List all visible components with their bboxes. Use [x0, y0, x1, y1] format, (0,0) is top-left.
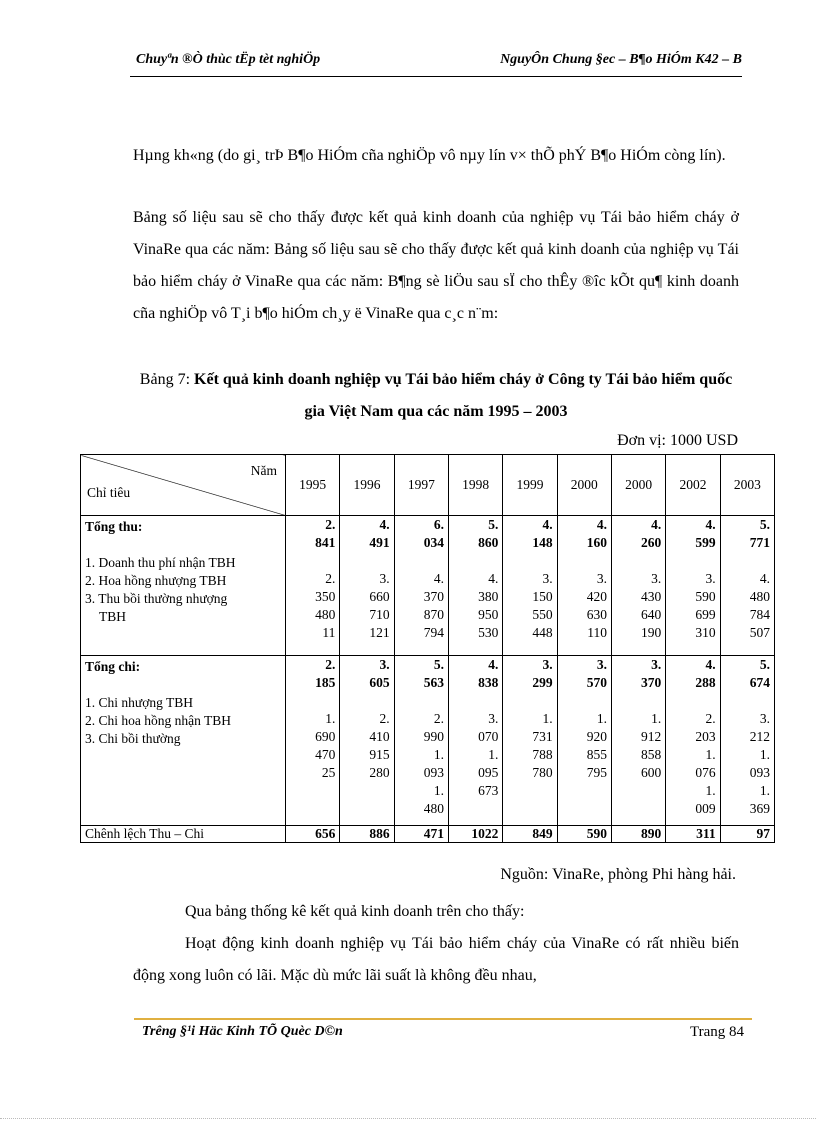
detail-value: 780 [532, 765, 553, 780]
detail-value: 310 [695, 625, 716, 640]
total-value-bottom: 570 [586, 675, 607, 690]
detail-value: 640 [641, 607, 662, 622]
source-note: Nguồn: VinaRe, phòng Phi hàng hải. [500, 866, 736, 883]
detail-value [507, 782, 552, 800]
corner-year-label: Năm [250, 463, 277, 478]
detail-value: 370 [423, 589, 444, 604]
total-value-bottom: 034 [423, 535, 444, 550]
revenue-col [448, 516, 502, 656]
corner-cell [81, 455, 286, 516]
total-value-top: 2. [325, 657, 336, 672]
detail-value [562, 782, 607, 800]
detail-value: 1. [651, 711, 662, 726]
detail-value [344, 782, 389, 800]
total-value-bottom: 370 [641, 675, 662, 690]
total-value-top: 4. [705, 517, 716, 532]
detail-value: 380 [478, 589, 499, 604]
year-header: 1996 [340, 455, 394, 516]
total-value-top: 5. [759, 517, 770, 532]
revenue-total-label: Tổng thu: [85, 519, 143, 534]
detail-value: 550 [532, 607, 553, 622]
total-value-bottom: 491 [369, 535, 390, 550]
detail-value: 794 [423, 625, 444, 640]
revenue-col [503, 516, 557, 656]
detail-value [453, 800, 498, 818]
detail-value [290, 800, 335, 818]
total-value-top: 4. [705, 657, 716, 672]
revenue-col [666, 516, 720, 656]
page-footer [134, 1024, 744, 1046]
header-left: Chuyªn ®Ò thùc tËp tèt nghiÖp [136, 52, 321, 67]
difference-value: 1022 [448, 826, 502, 843]
detail-value: 2. [433, 711, 444, 726]
revenue-item: 1. Doanh thu phí nhận TBH [85, 555, 236, 570]
expense-item: 1. Chi nhượng TBH [85, 695, 193, 710]
detail-value: 212 [749, 729, 770, 744]
total-value-top: 3. [379, 657, 390, 672]
detail-value: 788 [532, 747, 553, 762]
total-value-bottom: 860 [478, 535, 499, 550]
total-value-bottom: 599 [695, 535, 716, 550]
table-header-row [81, 455, 775, 516]
paragraph-4: Hoạt động kinh doanh nghiệp vụ Tái bảo hiểm cháy của VinaRe có rất nhiều biến động xong luôn có lãi. Mặc dù mức lãi suất là không đều nhau, [133, 935, 739, 984]
total-value-top: 2. [325, 517, 336, 532]
detail-value: 1. [705, 747, 716, 762]
detail-value: 093 [423, 765, 444, 780]
detail-value: 990 [423, 729, 444, 744]
detail-value: 4. [488, 571, 499, 586]
revenue-labels [81, 516, 286, 656]
detail-value: 784 [749, 607, 770, 622]
detail-value: 1. [325, 711, 336, 726]
year-header: 2003 [720, 455, 774, 516]
difference-value: 471 [394, 826, 448, 843]
detail-value: 150 [532, 589, 553, 604]
detail-value: 430 [641, 589, 662, 604]
detail-value [507, 800, 552, 818]
detail-value: 690 [315, 729, 336, 744]
detail-value: 2. [379, 711, 390, 726]
detail-value: 093 [749, 765, 770, 780]
page-bottom-edge [0, 1118, 816, 1119]
total-value-top: 5. [433, 657, 444, 672]
expense-block [81, 656, 775, 826]
expense-col [720, 656, 774, 826]
detail-value: 600 [641, 765, 662, 780]
total-value-bottom: 148 [532, 535, 553, 550]
expense-col [666, 656, 720, 826]
detail-value: 920 [586, 729, 607, 744]
year-header: 1995 [286, 455, 340, 516]
detail-value: 2. [325, 571, 336, 586]
detail-value: 3. [379, 571, 390, 586]
expense-col [557, 656, 611, 826]
total-value-top: 5. [488, 517, 499, 532]
detail-value: 731 [532, 729, 553, 744]
detail-value: 1. [488, 747, 499, 762]
page-header [130, 52, 742, 74]
total-value-top: 3. [651, 657, 662, 672]
detail-value: 3. [596, 571, 607, 586]
detail-value: 203 [695, 729, 716, 744]
difference-value: 849 [503, 826, 557, 843]
expense-col [394, 656, 448, 826]
detail-value [290, 782, 335, 800]
revenue-col [611, 516, 665, 656]
detail-value: 858 [641, 747, 662, 762]
total-value-bottom: 160 [586, 535, 607, 550]
header-divider [130, 76, 742, 77]
total-value-bottom: 563 [423, 675, 444, 690]
detail-value: 530 [478, 625, 499, 640]
total-value-top: 4. [379, 517, 390, 532]
detail-value: 2. [705, 711, 716, 726]
paragraph-2: Bảng số liệu sau sẽ cho thấy được kết quả kinh doanh của nghiệp vụ Tái bảo hiểm cháy ở VinaRe qua các năm: Bảng số liệu sau sẽ cho thấy được kết quả kinh doanh của nghiệp vụ Tái bảo hiểm cháy ở VinaRe qua các năm: B¶ng sè liÖu sau sÏ cho thÊy ®îc kÕt qu¶ kinh doanh cña nghiÖp vô T¸i b¶o hiÓm ch¸y ë VinaRe qua c¸c n¨m: [133, 209, 739, 322]
footer-divider [134, 1018, 752, 1020]
results-table [80, 454, 775, 843]
detail-value: 1. [759, 747, 770, 762]
detail-value: 3. [488, 711, 499, 726]
revenue-item: 3. Thu bồi thường nhượng [85, 591, 228, 606]
detail-value: 710 [369, 607, 390, 622]
detail-value: 912 [641, 729, 662, 744]
revenue-item: TBH [99, 609, 126, 624]
detail-value: 480 [423, 801, 444, 816]
total-value-top: 3. [596, 657, 607, 672]
detail-value [562, 800, 607, 818]
detail-value: 420 [586, 589, 607, 604]
detail-value: 470 [315, 747, 336, 762]
year-header: 1998 [448, 455, 502, 516]
detail-value: 3. [759, 711, 770, 726]
detail-value: 350 [315, 589, 336, 604]
total-value-bottom: 185 [315, 675, 336, 690]
total-value-top: 5. [759, 657, 770, 672]
detail-value: 507 [749, 625, 770, 640]
difference-label: Chênh lệch Thu – Chi [81, 826, 286, 843]
detail-value [344, 800, 389, 818]
detail-value: 369 [749, 801, 770, 816]
detail-value: 1. [542, 711, 553, 726]
detail-value: 480 [749, 589, 770, 604]
expense-col [286, 656, 340, 826]
detail-value: 480 [315, 607, 336, 622]
paragraph-1: Hµng kh«ng (do gi¸ trÞ B¶o HiÓm cña nghiÖp vô nµy lín v× thÕ phÝ B¶o HiÓm còng lín). [133, 147, 726, 164]
detail-value: 190 [641, 625, 662, 640]
revenue-item: 2. Hoa hồng nhượng TBH [85, 573, 227, 588]
expense-item: 2. Chi hoa hồng nhận TBH [85, 713, 231, 728]
detail-value: 1. [596, 711, 607, 726]
revenue-col [340, 516, 394, 656]
detail-value: 3. [542, 571, 553, 586]
paragraph-3-line: Qua bảng thống kê kết quả kinh doanh trên cho thấy: [185, 903, 525, 920]
year-header: 2000 [557, 455, 611, 516]
detail-value: 070 [478, 729, 499, 744]
year-header: 1997 [394, 455, 448, 516]
detail-value: 4. [433, 571, 444, 586]
page-number: Trang 84 [689, 1024, 744, 1040]
detail-value: 121 [369, 625, 390, 640]
detail-value: 630 [586, 607, 607, 622]
detail-value [616, 800, 661, 818]
total-value-bottom: 771 [749, 535, 770, 550]
caption-title: Kết quả kinh doanh nghiệp vụ Tái bảo hiểm cháy ở Công ty Tái bảo hiểm quốc gia Việt Nam qua các năm 1995 – 2003 [194, 371, 733, 420]
detail-value: 795 [586, 765, 607, 780]
total-value-top: 4. [542, 517, 553, 532]
detail-value: 110 [587, 625, 607, 640]
difference-value: 890 [611, 826, 665, 843]
year-header: 2000 [611, 455, 665, 516]
revenue-col [720, 516, 774, 656]
total-value-bottom: 605 [369, 675, 390, 690]
expense-col [611, 656, 665, 826]
footer-left: Trêng §¹i Häc Kinh TÕ Quèc D©n [142, 1024, 343, 1039]
corner-indicator-label: Chỉ tiêu [87, 485, 131, 500]
detail-value: 950 [478, 607, 499, 622]
total-value-bottom: 674 [749, 675, 770, 690]
difference-value: 886 [340, 826, 394, 843]
detail-value: 3. [651, 571, 662, 586]
detail-value: 870 [423, 607, 444, 622]
detail-value: 25 [321, 765, 336, 780]
revenue-block [81, 516, 775, 656]
detail-value: 1. [705, 783, 716, 798]
detail-value: 076 [695, 765, 716, 780]
detail-value: 699 [695, 607, 716, 622]
year-header: 1999 [503, 455, 557, 516]
detail-value: 1. [759, 783, 770, 798]
revenue-col [286, 516, 340, 656]
expense-col [340, 656, 394, 826]
total-value-bottom: 838 [478, 675, 499, 690]
difference-value: 590 [557, 826, 611, 843]
total-value-top: 4. [488, 657, 499, 672]
detail-value [616, 782, 661, 800]
detail-value: 673 [478, 783, 499, 798]
total-value-bottom: 841 [315, 535, 336, 550]
detail-value: 11 [322, 625, 336, 640]
total-value-top: 3. [542, 657, 553, 672]
detail-value: 4. [759, 571, 770, 586]
detail-value: 855 [586, 747, 607, 762]
detail-value: 660 [369, 589, 390, 604]
detail-value: 1. [433, 783, 444, 798]
expense-col [448, 656, 502, 826]
expense-labels [81, 656, 286, 826]
detail-value: 3. [705, 571, 716, 586]
detail-value: 410 [369, 729, 390, 744]
difference-value: 311 [666, 826, 720, 843]
table-caption [133, 364, 739, 428]
total-value-top: 6. [433, 517, 444, 532]
header-right: NguyÔn Chung §ec – B¶o HiÓm K42 – B [500, 52, 742, 67]
total-value-top: 4. [596, 517, 607, 532]
revenue-col [394, 516, 448, 656]
difference-value: 656 [286, 826, 340, 843]
expense-col [503, 656, 557, 826]
caption-prefix: Bảng 7: [139, 371, 195, 388]
total-value-bottom: 299 [532, 675, 553, 690]
unit-label: Đơn vị: 1000 USD [617, 432, 738, 449]
total-value-bottom: 260 [641, 535, 662, 550]
difference-value: 97 [720, 826, 774, 843]
expense-item: 3. Chi bồi thường [85, 731, 181, 746]
difference-row [81, 826, 775, 843]
detail-value: 095 [478, 765, 499, 780]
year-header: 2002 [666, 455, 720, 516]
expense-total-label: Tổng chi: [85, 659, 141, 674]
total-value-bottom: 288 [695, 675, 716, 690]
total-value-top: 4. [651, 517, 662, 532]
revenue-col [557, 516, 611, 656]
detail-value: 009 [695, 801, 716, 816]
detail-value: 590 [695, 589, 716, 604]
paragraph-3 [133, 896, 739, 992]
detail-value: 915 [369, 747, 390, 762]
detail-value: 1. [433, 747, 444, 762]
detail-value: 448 [532, 625, 553, 640]
detail-value: 280 [369, 765, 390, 780]
